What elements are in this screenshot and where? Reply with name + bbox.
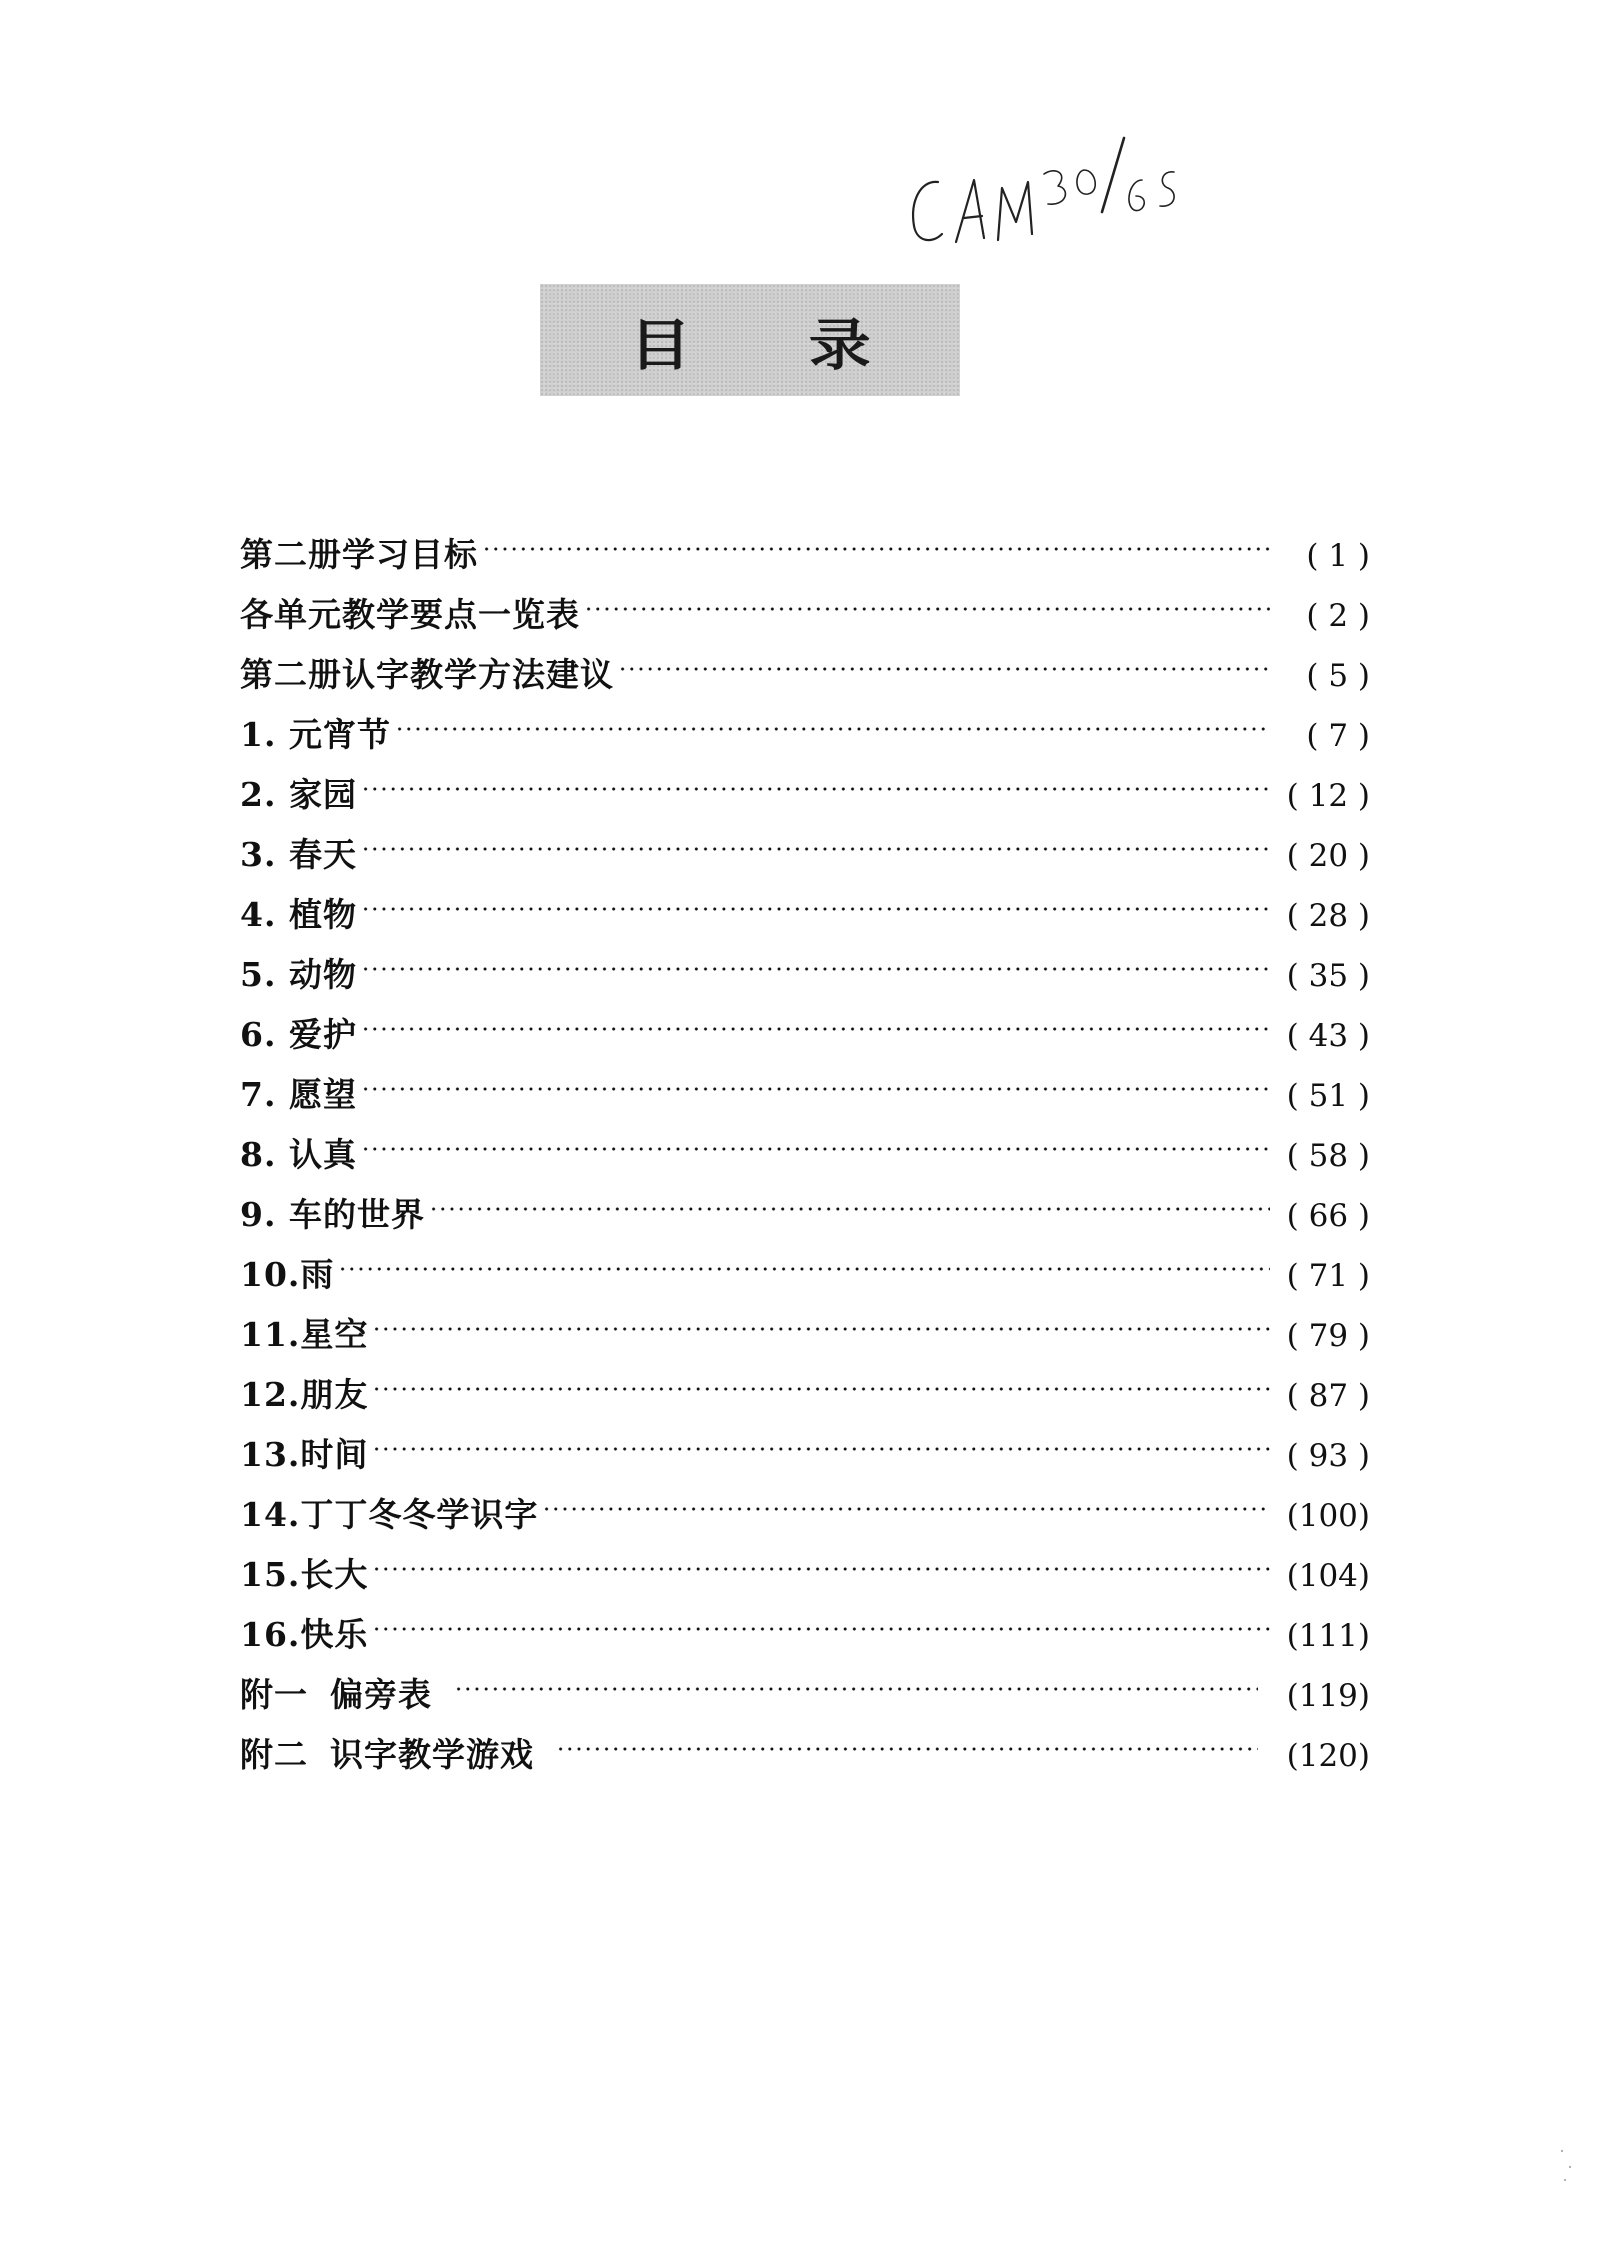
dot-leader [482,506,1270,566]
toc-entry [240,1346,1370,1414]
page-title: 目 录 [629,311,919,378]
toc-entry-page: (100) [1286,1498,1370,1534]
toc-entry [240,806,1370,874]
toc-entry-page: (111) [1286,1618,1370,1654]
toc-entry-page: (104) [1286,1558,1370,1594]
dot-leader [372,1346,1270,1406]
toc-entry-label: 第二册认字教学方法建议 [240,655,614,694]
toc-entry-title [240,1605,368,1665]
toc-entry-number: 4. [240,895,277,934]
toc-entry-page: ( 79 ) [1286,1318,1370,1354]
toc-entry-title [240,885,357,945]
dot-leader [361,1106,1270,1166]
toc-entry-number: 14. [240,1495,301,1534]
toc-entry-label: 快乐 [300,1615,369,1654]
toc-entry-label: 雨 [300,1255,335,1294]
dot-leader [618,626,1270,686]
toc-entry-page: ( 58 ) [1286,1138,1370,1174]
toc-entry-label: 车的世界 [288,1195,425,1234]
dot-leader [454,1646,1258,1706]
toc-entry [240,506,1370,574]
toc-entry-label: 丁丁冬冬学识字 [300,1495,539,1534]
toc-entry-number: 8. [240,1135,277,1174]
dot-leader [338,1226,1270,1286]
toc-entry-page: ( 93 ) [1286,1438,1370,1474]
dot-leader [395,686,1270,746]
toc-entry-label: 动物 [288,955,357,994]
toc-entry-number: 6. [240,1015,277,1054]
toc-entry-page: ( 7 ) [1306,718,1370,754]
toc-entry-title [240,1305,368,1365]
toc-entry-title [240,1725,534,1785]
toc-entry-title [240,765,357,825]
toc-entry-number: 附二 [240,1735,308,1774]
toc-entry-number: 13. [240,1435,301,1474]
toc-entry-label: 爱护 [288,1015,357,1054]
toc-entry [240,1166,1370,1234]
toc-entry-label: 家园 [288,775,357,814]
toc-entry-page: ( 43 ) [1286,1018,1370,1054]
toc-entry [240,1406,1370,1474]
toc-entry-page: (119) [1286,1678,1370,1714]
toc-entry-label: 识字教学游戏 [330,1735,534,1774]
dot-leader [361,746,1270,806]
toc-entry-number: 2. [240,775,277,814]
toc-entry-label: 朋友 [300,1375,369,1414]
dot-leader [361,986,1270,1046]
toc-entry-page: ( 28 ) [1286,898,1370,934]
toc-entry-label: 愿望 [288,1075,357,1114]
dot-leader [372,1286,1270,1346]
toc-entry-label: 植物 [288,895,357,934]
dot-leader [429,1166,1270,1226]
toc-entry-title [240,1065,357,1125]
dot-leader [584,566,1270,626]
title-banner [540,284,960,396]
dot-leader [361,806,1270,866]
dot-leader [542,1466,1270,1526]
toc-entry-page: ( 12 ) [1286,778,1370,814]
toc-entry [240,866,1370,934]
dot-leader [361,1046,1270,1106]
toc-entry-page: ( 5 ) [1306,658,1370,694]
toc-entry-label: 元宵节 [288,715,391,754]
toc-entry-number: 5. [240,955,277,994]
toc-entry-title [240,1125,357,1185]
toc-entry [240,1106,1370,1174]
toc-entry-title [240,1365,368,1425]
toc-entry-title [240,1005,357,1065]
toc-entry-title [240,1545,368,1605]
dot-leader [372,1586,1270,1646]
handwritten-note [898,130,1198,260]
toc-entry-number: 11. [240,1315,301,1354]
toc-entry-number: 1. [240,715,277,754]
dot-leader [556,1706,1258,1766]
toc-entry [240,1226,1370,1294]
toc-entry-label: 星空 [300,1315,369,1354]
toc-entry [240,1586,1370,1654]
toc-entry-number: 16. [240,1615,301,1654]
toc-entry-page: ( 20 ) [1286,838,1370,874]
toc-entry [240,986,1370,1054]
toc-entry-title [240,945,357,1005]
toc-entry-number: 9. [240,1195,277,1234]
toc-entry [240,1286,1370,1354]
toc-entry-page: ( 35 ) [1286,958,1370,994]
toc-entry-page: ( 87 ) [1286,1378,1370,1414]
toc-entry [240,926,1370,994]
toc-entry-number: 12. [240,1375,301,1414]
toc-entry-number: 7. [240,1075,277,1114]
toc-entry [240,746,1370,814]
toc-entry-page: ( 1 ) [1306,538,1370,574]
toc-entry-page: ( 2 ) [1306,598,1370,634]
dot-leader [372,1526,1270,1586]
toc-entry-title [240,1245,334,1305]
scan-speck [1569,2166,1571,2168]
toc-entry-number: 10. [240,1255,301,1294]
toc-entry-page: ( 51 ) [1286,1078,1370,1114]
toc-entry-page: ( 66 ) [1286,1198,1370,1234]
toc-entry-title [240,825,357,885]
toc-entry-label: 第二册学习目标 [240,535,478,574]
handwritten-call-number-icon [898,130,1198,260]
toc-entry-title [240,585,580,645]
toc-entry-label: 春天 [288,835,357,874]
toc-entry-label: 长大 [300,1555,369,1594]
toc-entry-title [240,1425,368,1485]
toc-entry-number: 附一 [240,1675,308,1714]
toc-entry [240,686,1370,754]
toc-entry-title [240,1665,432,1725]
toc-entry [240,1466,1370,1534]
toc-entry-number: 3. [240,835,277,874]
toc-entry-number: 15. [240,1555,301,1594]
toc-entry-label: 认真 [288,1135,357,1174]
toc-entry [240,1646,1370,1714]
dot-leader [361,926,1270,986]
toc-entry-page: ( 71 ) [1286,1258,1370,1294]
toc-entry [240,1526,1370,1594]
toc-entry-label: 各单元教学要点一览表 [240,595,580,634]
toc-entry [240,1046,1370,1114]
table-of-contents [240,506,1370,1774]
scan-speck [1561,2150,1563,2152]
toc-entry-title [240,525,478,585]
dot-leader [361,866,1270,926]
toc-entry-label: 偏旁表 [330,1675,432,1714]
toc-entry-label: 时间 [300,1435,369,1474]
dot-leader [372,1406,1270,1466]
toc-entry-page: (120) [1286,1738,1370,1774]
scan-speck [1564,2179,1566,2181]
